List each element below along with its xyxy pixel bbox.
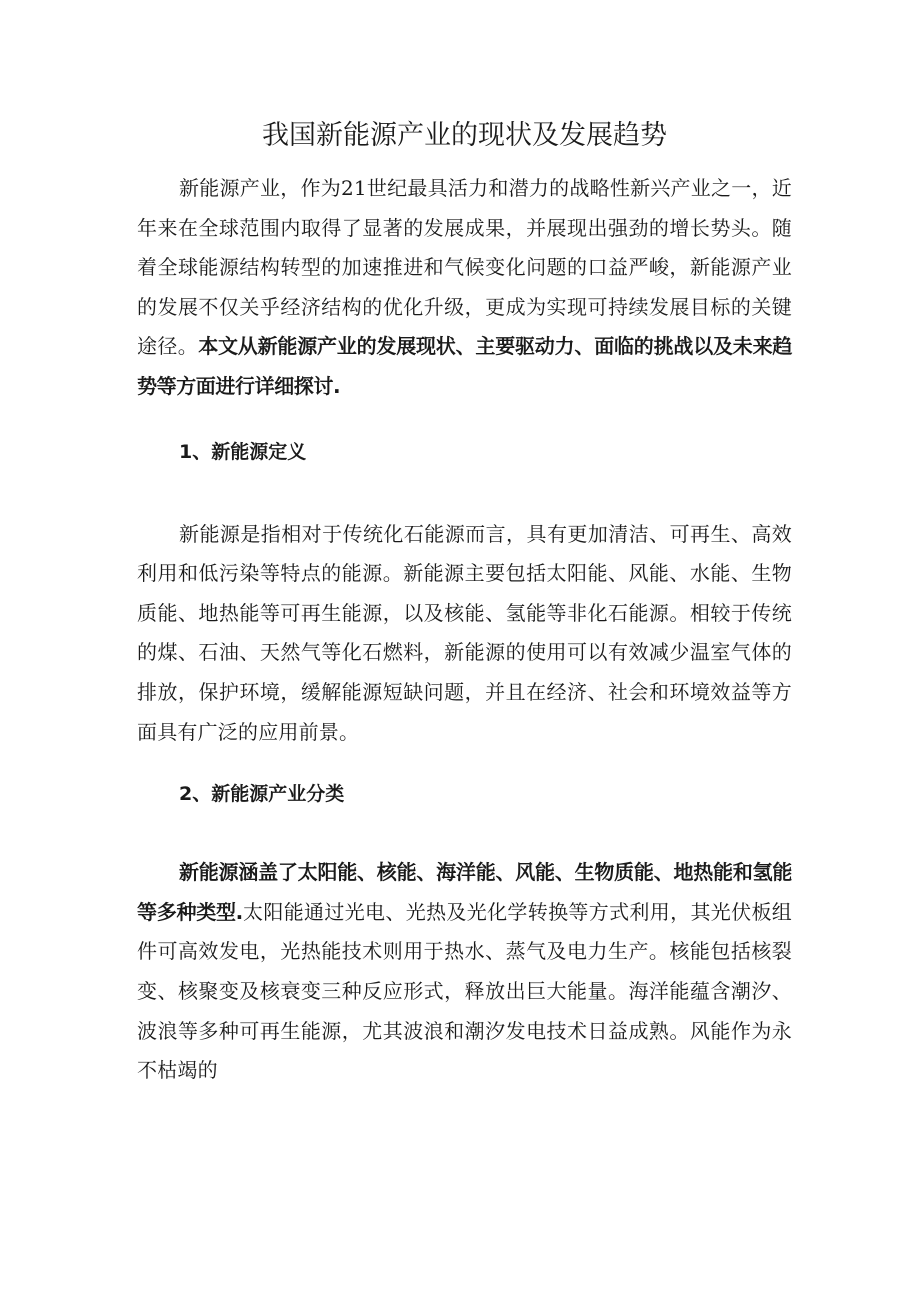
section-heading-classification: 2、新能源产业分类 [179, 783, 345, 806]
intro-summary-bold: 本文从新能源产业的发展现状、主要驱动力、面临的挑战以及未来趋势等方面进行详细探讨. [137, 334, 792, 398]
classification-text: 太阳能通过光电、光热及光化学转换等方式利用，其光伏板组件可高效发电，光热能技术则用于热水、蒸气及电力生产。核能包括核裂变、核聚变及核衰变三种反应形式，释放出巨大能量。海洋能蕴含潮汐、波浪等多种可再生能源，尤其波浪和潮汐发电技术日益成熟。风能作为永不枯竭的 [137, 899, 792, 1083]
definition-paragraph: 新能源是指相对于传统化石能源而言，具有更加清洁、可再生、高效利用和低污染等特点的能源。新能源主要包括太阳能、风能、水能、生物质能、地热能等可再生能源，以及核能、氢能等非化石能源。相较于传统的煤、石油、天然气等化石燃料，新能源的使用可以有效减少温室气体的排放，保护环境，缓解能源短缺问题，并且在经济、社会和环境效益等方面具有广泛的应用前景。 [137, 521, 792, 744]
document-title: 我国新能源产业的现状及发展趋势 [262, 120, 667, 151]
section-heading-definition: 1、新能源定义 [179, 440, 307, 463]
classification-lead-bold: 新能源涵盖了太阳能、核能、海洋能、风能、生物质能、地热能和氢能等多种类型. [137, 860, 792, 924]
intro-text: 新能源产业，作为21世纪最具活力和潜力的战略性新兴产业之一，近年来在全球范围内取得了显著的发展成果，并展现出强劲的增长势头。随着全球能源结构转型的加速推进和气候变化问题的口益严峻，新能源产业的发展不仅关乎经济结构的优化升级，更成为实现可持续发展目标的关键途径。 [137, 176, 792, 359]
intro-paragraph [137, 169, 792, 407]
classification-paragraph [137, 853, 792, 1091]
